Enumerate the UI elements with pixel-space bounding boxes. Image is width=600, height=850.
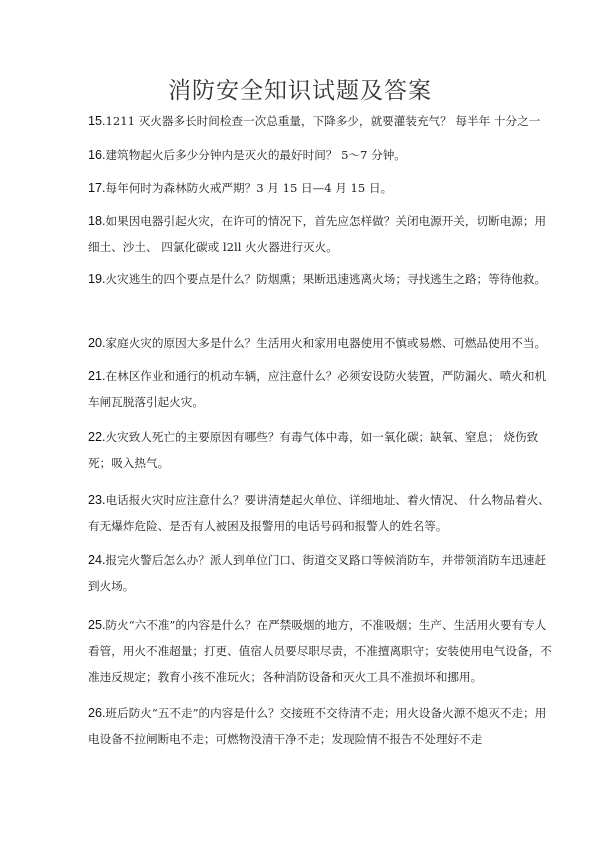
qa-line (88, 108, 541, 134)
question-text: 如果因电器引起火灾，在许可的情况下，首先应怎样做？关闭电源开关，切断电源；用 (105, 214, 547, 228)
qa-line (88, 424, 539, 450)
document-title: 消防安全知识试题及答案 (168, 78, 432, 104)
question-text: 火灾致人死亡的主要原因有哪些？有毒气体中毒，如一氧化碳；缺氧、窒息； 烧伤致 (105, 430, 539, 444)
qa-line (88, 700, 547, 726)
qa-line (88, 638, 552, 664)
question-number: 18. (88, 214, 106, 228)
question-number: 22. (88, 430, 106, 444)
qa-line (88, 389, 524, 415)
qa-item-15 (88, 108, 541, 134)
question-text: 看管，用火不准超量；打更、值宿人员要尽职尽责，不准擅离职守；安装使用电气设备，不 (88, 644, 552, 658)
qa-line (88, 450, 524, 476)
question-text: 在林区作业和通行的机动车辆，应注意什么？必须安设防火装置，严防漏火、喷火和机 (105, 369, 547, 383)
qa-item-23 (88, 487, 550, 539)
question-text: 电话报火灾时应注意什么？要讲清楚起火单位、详细地址、着火情况、 什么物品着火、 (105, 493, 550, 507)
qa-line (88, 175, 524, 201)
question-text: 准违反规定；教育小孩不准玩火；各种消防设备和灭火工具不准损坏和挪用。 (88, 670, 483, 684)
question-text: 1211 灭火器多长时间检查一次总重量，下降多少，就要灌装充气？ 每半年 十分之一 (105, 114, 541, 128)
qa-item-24 (88, 547, 547, 599)
qa-line (88, 547, 547, 573)
qa-item-17 (88, 175, 524, 201)
qa-line (88, 266, 547, 292)
question-number: 15. (88, 114, 106, 128)
qa-item-26 (88, 700, 547, 752)
question-number: 16. (88, 148, 106, 162)
qa-item-18 (88, 208, 547, 260)
question-text: 火灾逃生的四个要点是什么？防烟熏；果断迅速逃离火场；寻找逃生之路；等待他救。 (105, 272, 547, 286)
qa-item-22 (88, 424, 539, 476)
question-text: 到火场。 (88, 579, 135, 593)
question-number: 19. (88, 272, 106, 286)
question-text: 防火“六不准”的内容是什么？在严禁吸烟的地方，不准吸烟；生产、生活用火要有专人 (105, 618, 547, 632)
qa-item-25 (88, 612, 552, 690)
qa-line (88, 330, 547, 356)
question-text: 有无爆炸危险、是否有人被困及报警用的电话号码和报警人的姓名等。 (88, 519, 448, 533)
question-number: 26. (88, 706, 106, 720)
question-text: 每年何时为森林防火戒严期？3 月 15 日—4 月 15 日。 (105, 181, 393, 195)
qa-item-19 (88, 266, 547, 292)
question-number: 20. (88, 336, 106, 350)
qa-line (88, 142, 524, 168)
qa-item-16 (88, 142, 524, 168)
question-text: 报完火警后怎么办？派人到单位门口、街道交叉路口等候消防车，并带领消防车迅速赶 (105, 553, 547, 567)
question-number: 25. (88, 618, 106, 632)
question-text: 车闸瓦脱落引起火灾。 (88, 395, 204, 409)
question-number: 21. (88, 369, 106, 383)
qa-line (88, 487, 550, 513)
question-number: 24. (88, 553, 106, 567)
question-text: 班后防火“五不走”的内容是什么？交接班不交待清不走；用火设备火源不熄灭不走；用 (105, 706, 547, 720)
question-number: 17. (88, 181, 106, 195)
qa-item-21 (88, 363, 547, 415)
qa-line (88, 664, 524, 690)
qa-line (88, 612, 547, 638)
qa-line (88, 208, 547, 234)
qa-line (88, 573, 524, 599)
question-number: 23. (88, 493, 106, 507)
qa-line (88, 513, 524, 539)
qa-line (88, 363, 547, 389)
question-text: 家庭火灾的原因大多是什么？生活用火和家用电器使用不慎或易燃、可燃品使用不当。 (105, 336, 547, 350)
qa-line (88, 726, 524, 752)
qa-item-20 (88, 330, 547, 356)
question-text: 电设备不拉闸断电不走；可燃物没清干净不走；发现险情不报告不处理好不走 (88, 732, 483, 746)
question-text: 建筑物起火后多少分钟内是灭火的最好时间？ 5～7 分钟。 (105, 148, 406, 162)
question-text: 死；吸入热气。 (88, 456, 170, 470)
qa-line (88, 234, 524, 260)
question-text: 细土、沙土、 四氯化碳或 l2ll 火火器进行灭火。 (88, 240, 338, 254)
